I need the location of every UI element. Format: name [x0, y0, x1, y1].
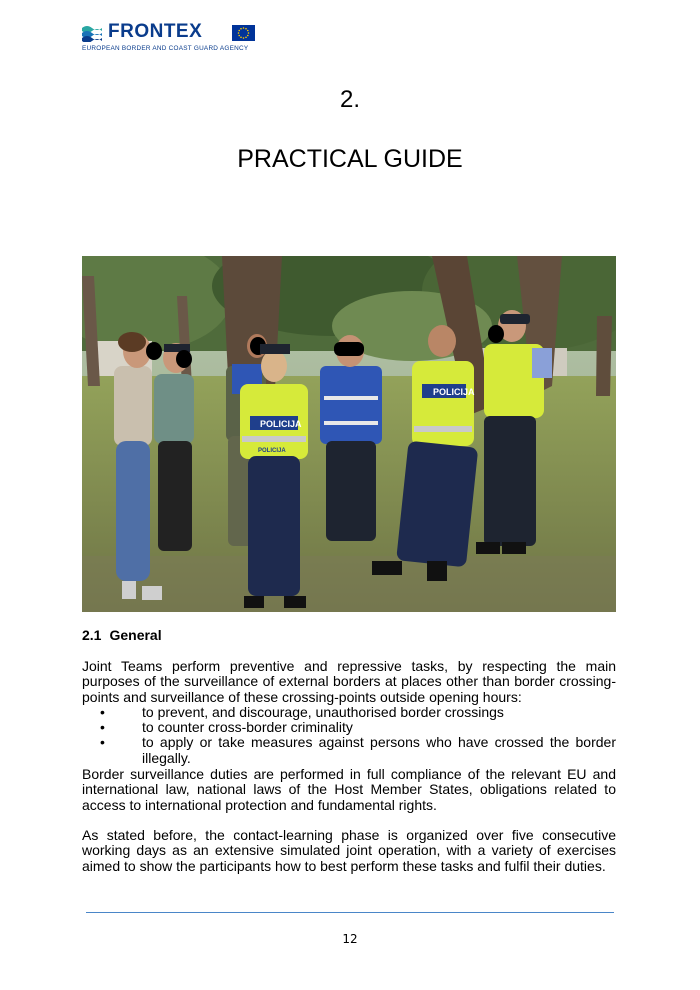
logo-wordmark: FRONTEX — [108, 21, 203, 42]
section-number: 2.1 — [82, 627, 102, 643]
bullet-dot: • — [100, 703, 105, 720]
eu-flag-icon — [232, 25, 255, 41]
vest-label-1: POLICIJA — [433, 387, 475, 397]
vest-label-2: POLICIJA — [260, 419, 302, 429]
bullet-dot: • — [100, 719, 105, 736]
paragraph-1-block — [82, 659, 616, 766]
chapter-title: PRACTICAL GUIDE — [237, 145, 463, 173]
logo-subtitle: EUROPEAN BORDER AND COAST GUARD AGENCY — [82, 45, 249, 52]
paragraph-3: As stated before, the contact-learning phase is organized over five consecutive working days as an extensive simulated joint operation, with a variety of exercises aimed to show the participants how to best perform these tasks and fulfil their duties. — [82, 827, 616, 874]
bullet-item: • to prevent, and discourage, unauthorised border crossings — [100, 703, 504, 720]
photo-illustration — [82, 256, 616, 612]
paragraph-1: Joint Teams perform preventive and repressive tasks, by respecting the main purposes of the surveillance of external borders at places other than border crossing-points and surveillance of these crossing-points outside opening hours: — [82, 658, 616, 705]
bullet-dot: • — [100, 734, 105, 751]
bullet-item: • to counter cross-border criminality — [100, 719, 353, 736]
section-title: General — [109, 627, 162, 643]
footer-rule — [86, 912, 614, 913]
chapter-number: 2. — [339, 86, 360, 113]
page-number: 12 — [342, 932, 358, 946]
bullet-list — [82, 705, 616, 766]
section-heading — [82, 627, 162, 643]
frontex-wave-icon — [82, 24, 102, 42]
border-guards-photo — [82, 256, 616, 612]
paragraph-2: Border surveillance duties are performed in full compliance of the relevant EU and international law, national laws of the Host Member States, obligations related to access to international protection and fundamental rights. — [82, 766, 616, 813]
vest-label-3: POLICIJA — [258, 448, 286, 454]
frontex-logo — [82, 22, 262, 56]
bullet-item: • to apply or take measures against persons who have crossed the border illegally. — [100, 734, 616, 766]
